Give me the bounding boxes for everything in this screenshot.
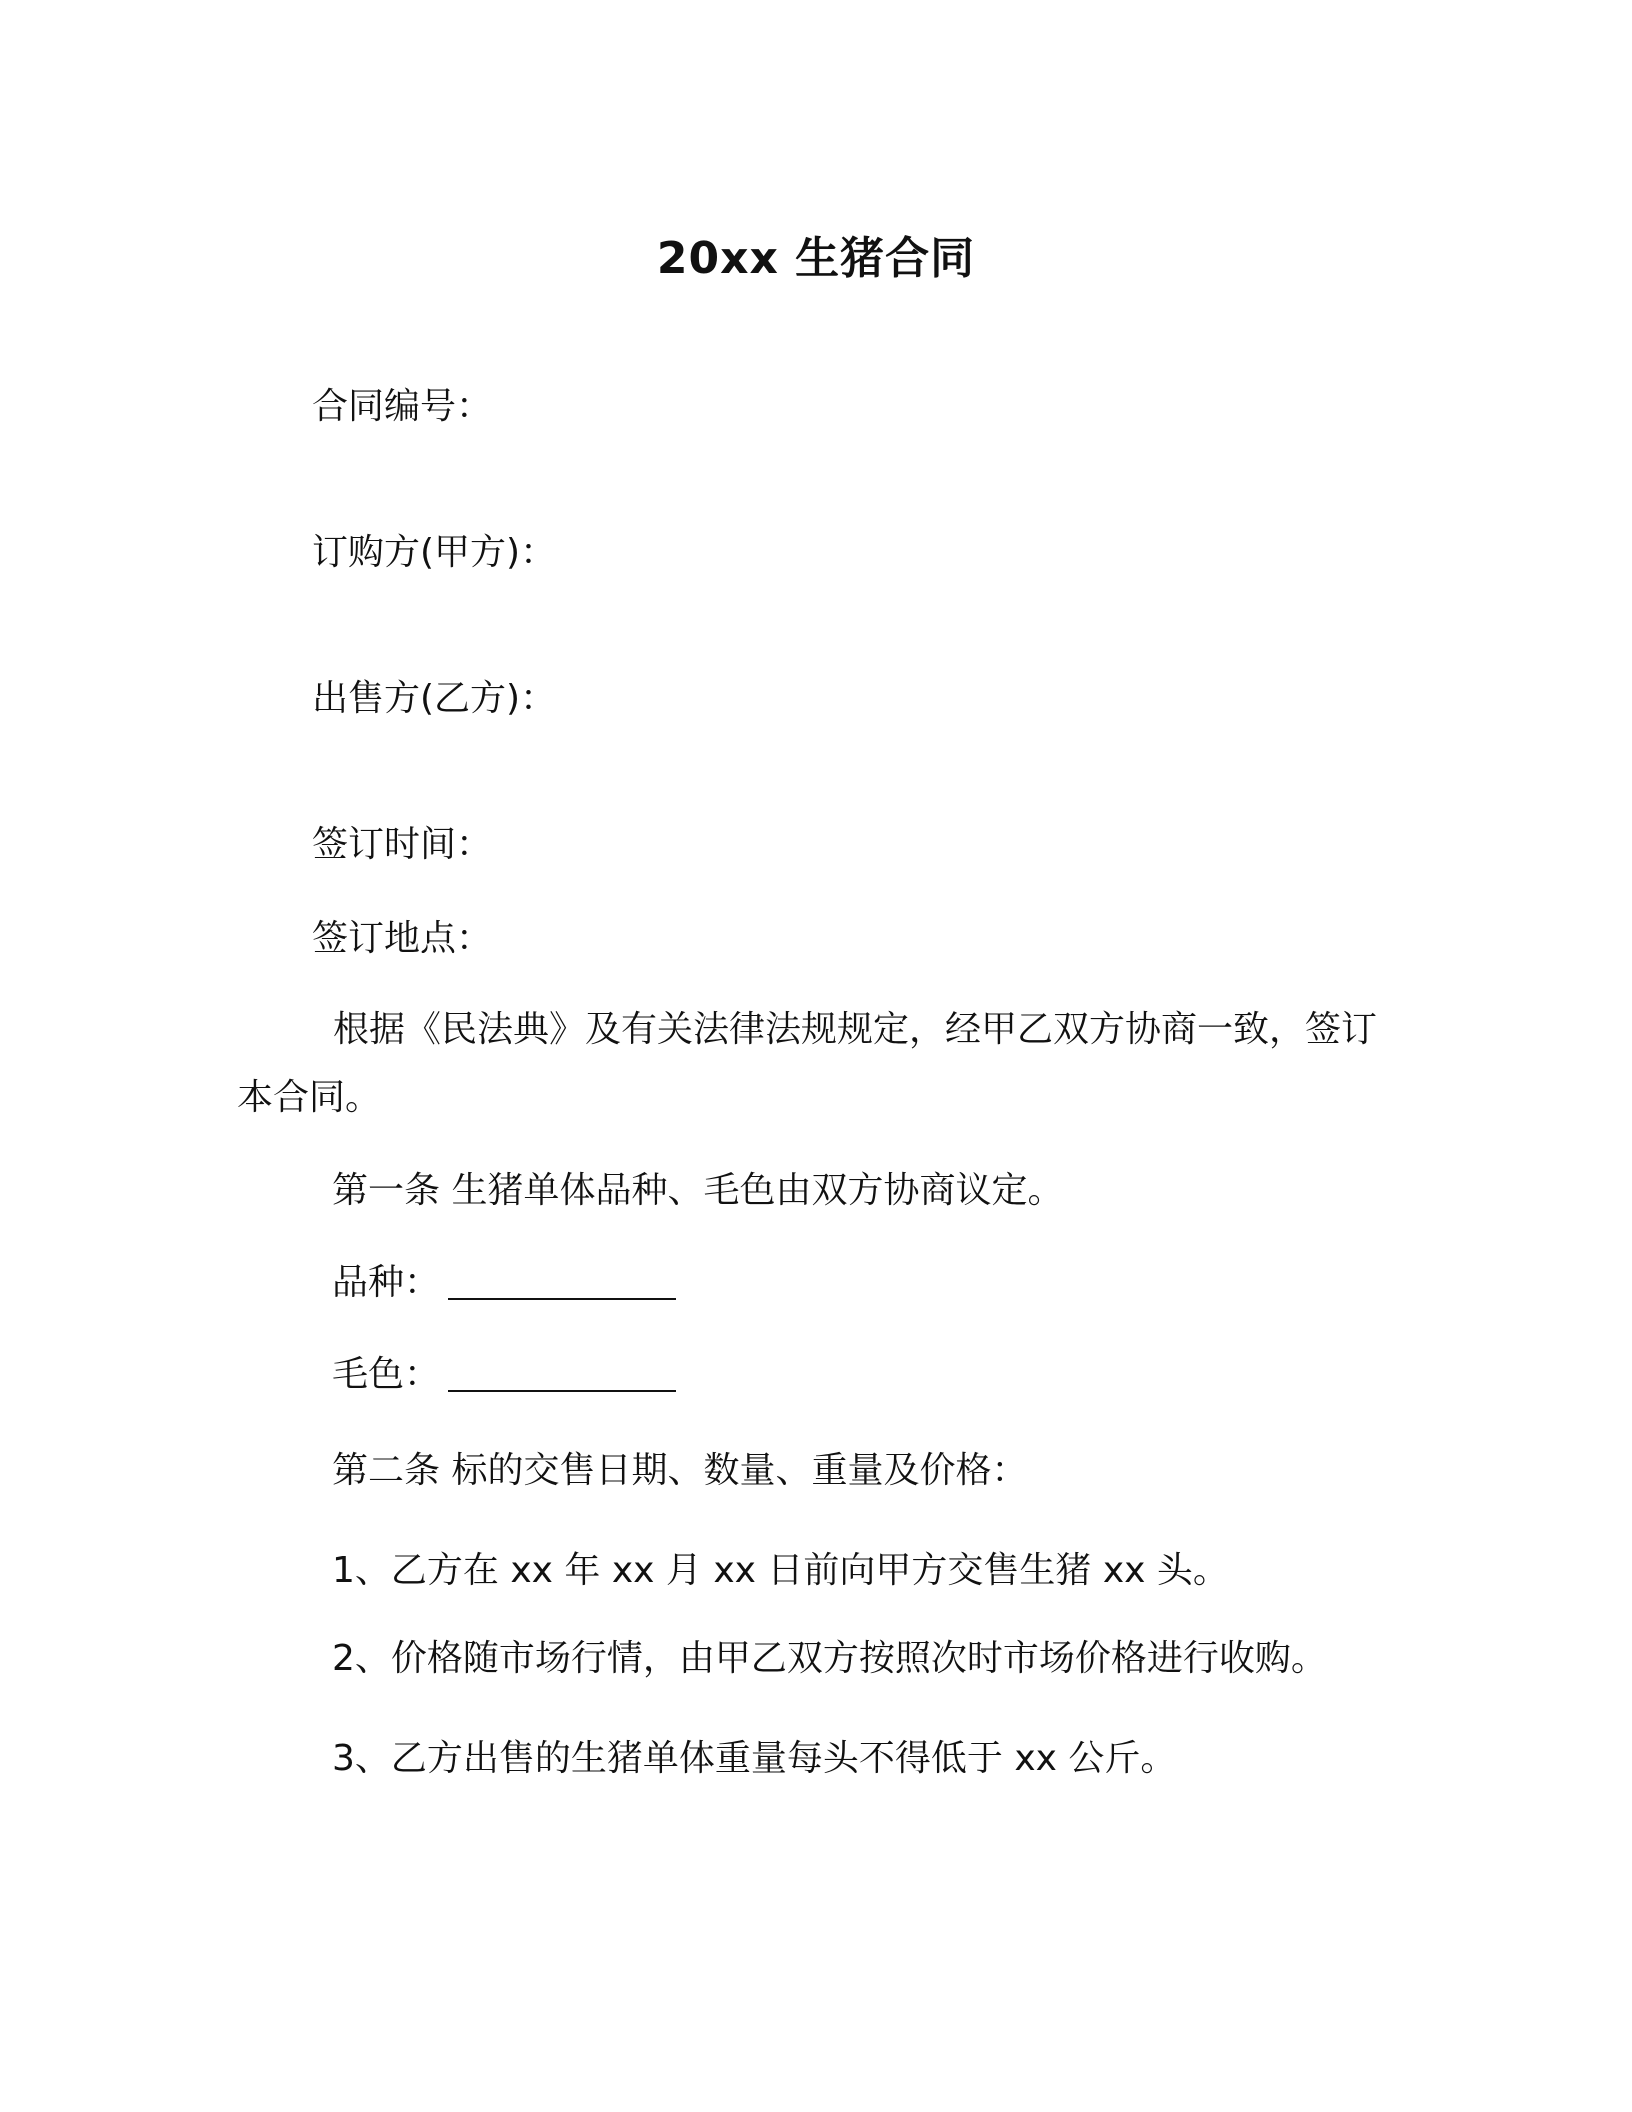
color-blank xyxy=(448,1354,676,1392)
article-2-item-1: 1、乙方在 xx 年 xx 月 xx 日前向甲方交售生猪 xx 头。 xyxy=(332,1550,1229,1591)
contract-number-field: 合同编号： xyxy=(312,386,493,427)
document-title: 20xx 生猪合同 xyxy=(656,233,976,284)
article-2-heading: 第二条 标的交售日期、数量、重量及价格： xyxy=(332,1450,1028,1491)
color-label: 毛色： xyxy=(332,1354,441,1395)
signing-place-field: 签订地点： xyxy=(312,918,493,959)
breed-blank xyxy=(448,1262,676,1300)
intro-paragraph: 根据《民法典》及有关法律法规规定，经甲乙双方协商一致，签订本合同。 xyxy=(237,1009,1378,1118)
seller-field: 出售方(乙方)： xyxy=(312,678,557,719)
breed-line xyxy=(332,1258,676,1308)
color-line xyxy=(332,1350,676,1400)
article-2-item-3: 3、乙方出售的生猪单体重量每头不得低于 xx 公斤。 xyxy=(332,1738,1177,1779)
breed-label: 品种： xyxy=(332,1262,441,1303)
signing-date-field: 签订时间： xyxy=(312,824,493,865)
buyer-field: 订购方(甲方)： xyxy=(312,532,557,573)
article-2-item-2: 2、价格随市场行情，由甲乙双方按照次时市场价格进行收购。 xyxy=(332,1638,1327,1679)
article-1-heading: 第一条 生猪单体品种、毛色由双方协商议定。 xyxy=(332,1170,1064,1211)
